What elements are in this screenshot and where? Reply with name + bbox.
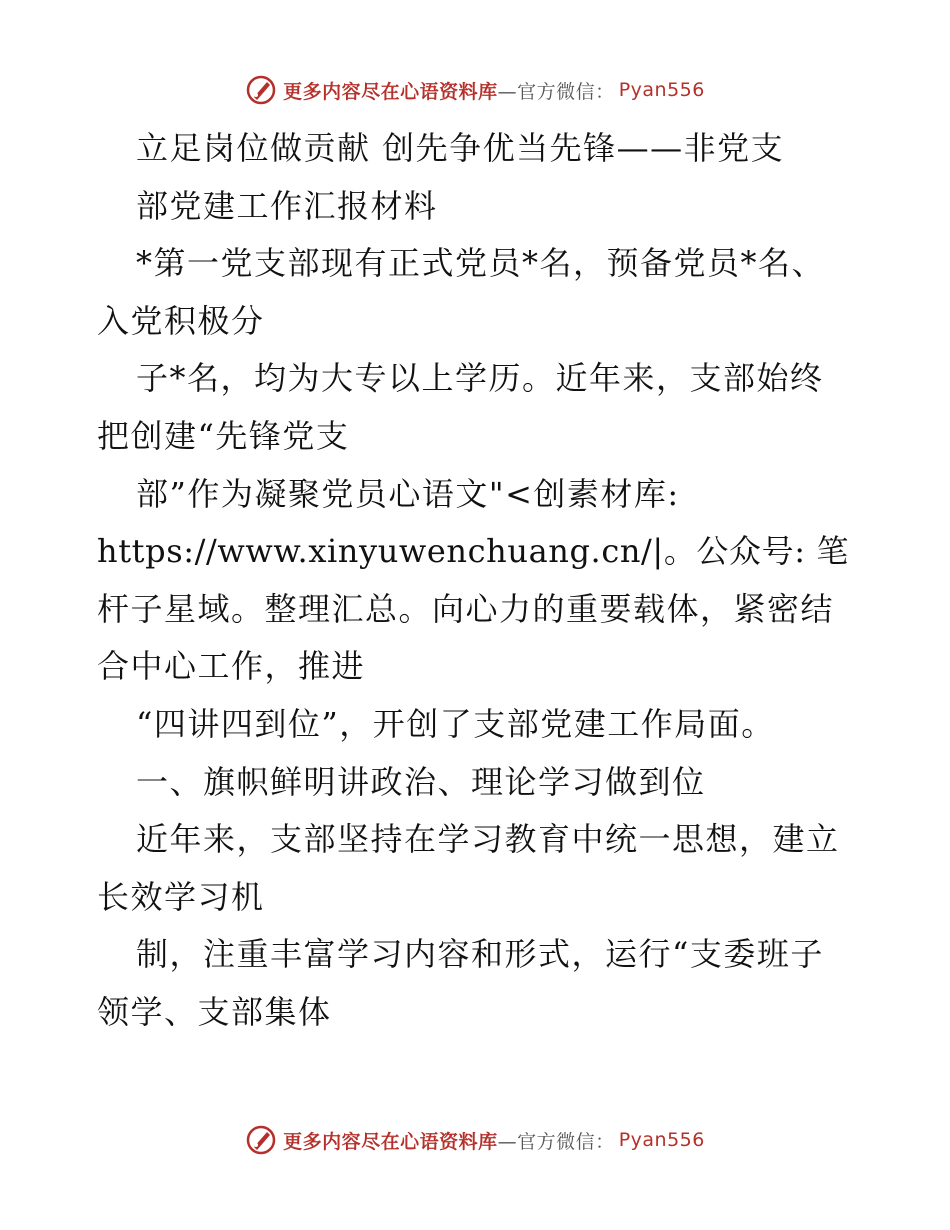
paragraph-line: 入党积极分 bbox=[97, 301, 265, 340]
banner-wechat-label: —官方微信： bbox=[497, 80, 615, 103]
section-heading: 一、旗帜鲜明讲政治、理论学习做到位 bbox=[136, 762, 706, 801]
paragraph-line: *第一党支部现有正式党员*名，预备党员*名、 bbox=[136, 244, 826, 283]
paragraph-line: 把创建“先锋党支 bbox=[97, 416, 350, 455]
paragraph-line: https://www.xinyuwenchuang.cn/|。公众号: 笔 bbox=[97, 532, 849, 571]
banner-site-name: 更多内容尽在心语资料库 bbox=[283, 80, 498, 103]
title-line-2: 部党建工作汇报材料 bbox=[136, 186, 438, 225]
banner-wechat-id: Pyan556 bbox=[618, 79, 705, 101]
paragraph-line: 部”作为凝聚党员心语文"<创素材库: bbox=[136, 474, 680, 513]
footer-watermark-banner bbox=[0, 1120, 950, 1160]
banner-wechat-label: —官方微信： bbox=[497, 1130, 615, 1153]
paragraph-line: 长效学习机 bbox=[97, 877, 265, 916]
paragraph-line: 杆子星域。整理汇总。向心力的重要载体，紧密结 bbox=[97, 589, 835, 628]
title-line-1: 立足岗位做贡献 创先争优当先锋——非党支 bbox=[136, 129, 785, 167]
banner-wechat-id: Pyan556 bbox=[618, 1129, 705, 1151]
pen-circle-logo-icon bbox=[245, 74, 277, 106]
paragraph-line: 子*名，均为大专以上学历。近年来，支部始终 bbox=[136, 359, 824, 398]
banner-site-name: 更多内容尽在心语资料库 bbox=[283, 1130, 498, 1153]
header-watermark-banner bbox=[0, 70, 950, 110]
pen-circle-logo-icon bbox=[245, 1124, 277, 1156]
document-body bbox=[97, 120, 867, 1042]
paragraph-line: 制，注重丰富学习内容和形式，运行“支委班子 bbox=[136, 935, 824, 974]
paragraph-line: 领学、支部集体 bbox=[97, 992, 332, 1031]
paragraph-line: 近年来，支部坚持在学习教育中统一思想，建立 bbox=[136, 820, 840, 859]
paragraph-line: “四讲四到位”，开创了支部党建工作局面。 bbox=[136, 704, 775, 743]
paragraph-line: 合中心工作，推进 bbox=[97, 647, 366, 686]
